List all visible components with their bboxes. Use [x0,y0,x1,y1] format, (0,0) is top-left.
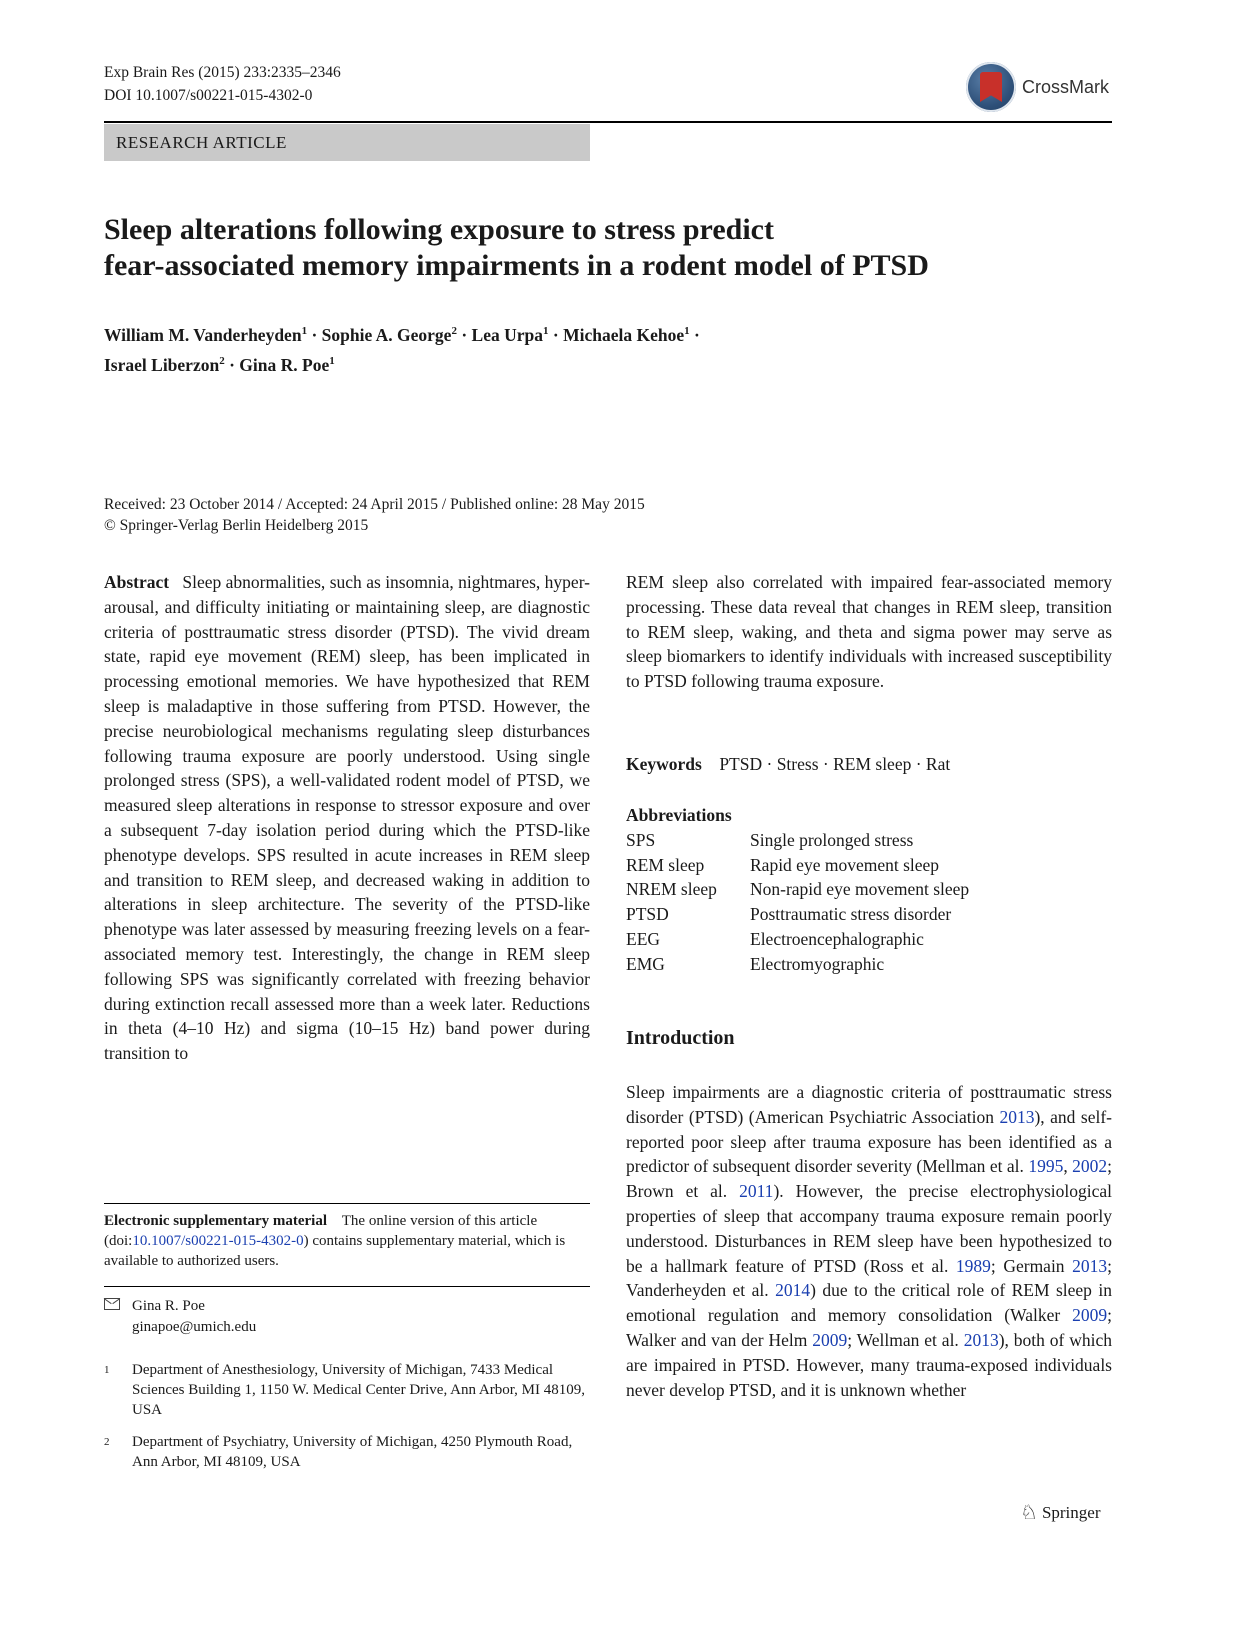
supplementary-text-end: ) contains supplementary material, which is available to authorized users. [104,1233,566,1269]
author-affiliation-mark: 1 [301,325,308,337]
author-name[interactable]: Gina R. Poe [239,354,330,375]
supplementary-label: Electronic supplementary material [104,1213,328,1229]
author-name[interactable]: William M. Vanderheyden [104,324,302,345]
author-name[interactable]: Michaela Kehoe [563,324,685,345]
publisher-name: Springer [1041,1502,1101,1522]
introduction-heading: Introduction [626,1027,735,1049]
author-affiliation-mark: 1 [543,325,549,337]
affiliation-text: Department of Anesthesiology, University of Michigan, 7433 Medical Sciences Building 1, 1150 W. Medical Center Drive, Ann Arbor, MI 48109, USA [132,1362,585,1418]
springer-logo [1020,1500,1100,1525]
abbreviation-value: Single prolonged stress [750,829,914,850]
introduction-text: ; Wellman et al. [847,1329,964,1350]
author-separator: · [307,324,322,345]
publication-dates: Received: 23 October 2014 / Accepted: 24 April 2015 / Published online: 28 May 2015 [104,496,645,513]
abbreviation-value: Electroencephalographic [750,928,924,949]
author-name[interactable]: Sophie A. George [321,324,452,345]
abbreviation-key: REM sleep [626,854,705,875]
affiliation-1 [104,1360,592,1420]
introduction-text: ), and self-reported poor sleep after trauma exposure has been identified as a predictor of subsequent disorder severity (Mellman et al. [626,1106,1112,1177]
author-list [104,318,1112,378]
citation-link[interactable]: 2013 [1072,1255,1108,1276]
supplementary-note [104,1211,574,1271]
author-separator: · [224,354,240,375]
crossmark-label: CrossMark [1022,76,1110,97]
citation-link[interactable]: 1995 [1028,1156,1064,1177]
copyright: © Springer-Verlag Berlin Heidelberg 2015 [104,517,369,534]
introduction-text: ; Walker and van der Helm [626,1305,1112,1350]
introduction-text: Sleep impairments are a diagnostic criteria of posttraumatic stress disorder (PTSD) (American Psychiatric Association [626,1082,1112,1127]
keywords [626,752,1112,777]
abbreviation-key: EEG [626,928,661,949]
abbreviation-value: Rapid eye movement sleep [750,854,940,875]
abbreviation-value: Non-rapid eye movement sleep [750,879,970,900]
abbreviation-key: PTSD [626,904,669,925]
affiliation-number: 2 [104,1436,110,1448]
header-rule [104,121,1112,123]
abbreviation-value: Electromyographic [750,953,885,974]
citation-link[interactable]: 2009 [812,1329,848,1350]
keywords-text: PTSD · Stress · REM sleep · Rat [719,754,951,774]
affiliation-number: 1 [104,1364,110,1376]
abbreviation-value: Posttraumatic stress disorder [750,904,952,925]
footnote-rule-2 [104,1286,590,1287]
abbreviations-label: Abbreviations [626,805,732,825]
abbreviation-row [626,828,1112,853]
title-line-1: Sleep alterations following exposure to stress predict [104,213,774,246]
affiliation-text: Department of Psychiatry, University of Michigan, 4250 Plymouth Road, Ann Arbor, MI 48109, USA [132,1434,573,1470]
abbreviation-row [626,877,1112,902]
crossmark-icon [966,62,1016,112]
author-name[interactable]: Lea Urpa [471,324,543,345]
correspondence [104,1296,584,1335]
title-line-2: fear-associated memory impairments in a rodent model of PTSD [104,249,929,282]
introduction-text: ; Brown et al. [626,1156,1112,1202]
abbreviation-key: EMG [626,953,665,974]
introduction-paragraph [626,1080,1112,1402]
introduction-body [626,1080,1112,1402]
author-separator: · [548,324,564,345]
abstract-text: Sleep abnormalities, such as insomnia, nightmares, hyper-arousal, and difficulty initiating or maintaining sleep, are diagnostic criteria of posttraumatic stress disorder (PTSD). The vivid dream state, rapid eye movement (REM) sleep, has been implicated in processing emotional memories. We have hypothesized that REM sleep is maladaptive in those suffering from PTSD. However, the precise neurobiological mechanisms regulating sleep disturbances following trauma exposure are poorly understood. Using single prolonged stress (SPS), a well-validated rodent model of PTSD, we measured sleep alterations in response to stressor exposure and over a subsequent 7-day isolation period during which the PTSD-like phenotype develops. SPS resulted in acute increases in REM sleep and transition to REM sleep, and decreased waking in addition to alterations in sleep architecture. The severity of the PTSD-like phenotype was later assessed by measuring freezing levels on a fear-associated memory test. Interestingly, the change in REM sleep following SPS was significantly correlated with freezing behavior during extinction recall assessed more than a week later. Reductions in theta (4–10 Hz) and sigma (10–15 Hz) band power during transition to [104,572,591,1064]
abbreviation-row [626,853,1112,878]
citation-link[interactable]: 2009 [1072,1305,1108,1326]
abbreviations [626,803,1112,977]
article-doi: DOI 10.1007/s00221-015-4302-0 [104,87,313,104]
abstract-label: Abstract [104,572,170,592]
supplementary-doi-link[interactable]: 10.1007/s00221-015-4302-0 [132,1233,304,1249]
introduction-text: ), both of which are impaired in PTSD. However, many trauma-exposed individuals never develop PTSD, and it is unknown whether [626,1329,1112,1400]
citation-link[interactable]: 2014 [775,1280,811,1301]
keywords-label: Keywords [626,754,702,774]
supplementary-text: The online version of this article (doi: [104,1213,538,1249]
citation-link[interactable]: 2002 [1072,1156,1108,1177]
author-name[interactable]: Israel Liberzon [104,354,220,375]
introduction-text: ; Vanderheyden et al. [626,1255,1112,1301]
correspondence-name: Gina R. Poe [132,1298,205,1314]
correspondence-email[interactable]: ginapoe@umich.edu [132,1319,257,1335]
article-title [104,212,1112,284]
abbreviation-row [626,952,1112,977]
abstract [104,570,590,1066]
citation-link[interactable]: 2011 [739,1181,774,1202]
citation-link[interactable]: 2013 [963,1329,999,1350]
affiliation-2 [104,1432,592,1472]
envelope-icon [104,1298,120,1310]
journal-citation: Exp Brain Res (2015) 233:2335–2346 [104,64,341,81]
introduction-text: ). However, the precise electrophysiological properties of sleep that accompany trauma exposure remain poorly understood. Disturbances in REM sleep have been hypothesized to be a hallmark feature of PTSD (Ross et al. [626,1181,1113,1276]
author-separator: · [689,324,700,345]
springer-horse-icon: ♘ [1020,1502,1038,1524]
author-affiliation-mark: 1 [684,325,690,337]
author-affiliation-mark: 1 [329,354,335,367]
abbreviation-row [626,927,1112,952]
article-type-banner: RESEARCH ARTICLE [104,124,590,161]
introduction-text: , [1063,1156,1073,1177]
author-separator: · [456,324,472,345]
abstract-continued [626,570,1112,694]
abstract-continued-text: REM sleep also correlated with impaired fear-associated memory processing. These data reveal that changes in REM sleep, transition to REM sleep, waking, and theta and sigma power may serve as sleep biomarkers to identify individuals with increased susceptibility to PTSD following trauma exposure. [626,572,1112,692]
author-affiliation-mark: 2 [219,354,225,367]
citation-link[interactable]: 2013 [999,1106,1035,1127]
citation-link[interactable]: 1989 [955,1255,991,1276]
crossmark-badge[interactable] [966,62,1109,112]
introduction-text: ) due to the critical role of REM sleep in emotional regulation and memory consolidation (Walker [626,1280,1112,1326]
introduction-text: ; Germain [990,1255,1073,1276]
abbreviation-row [626,902,1112,927]
author-affiliation-mark: 2 [451,325,457,337]
footnote-rule [104,1203,590,1204]
abbreviation-key: SPS [626,829,656,850]
abbreviation-key: NREM sleep [626,879,717,900]
